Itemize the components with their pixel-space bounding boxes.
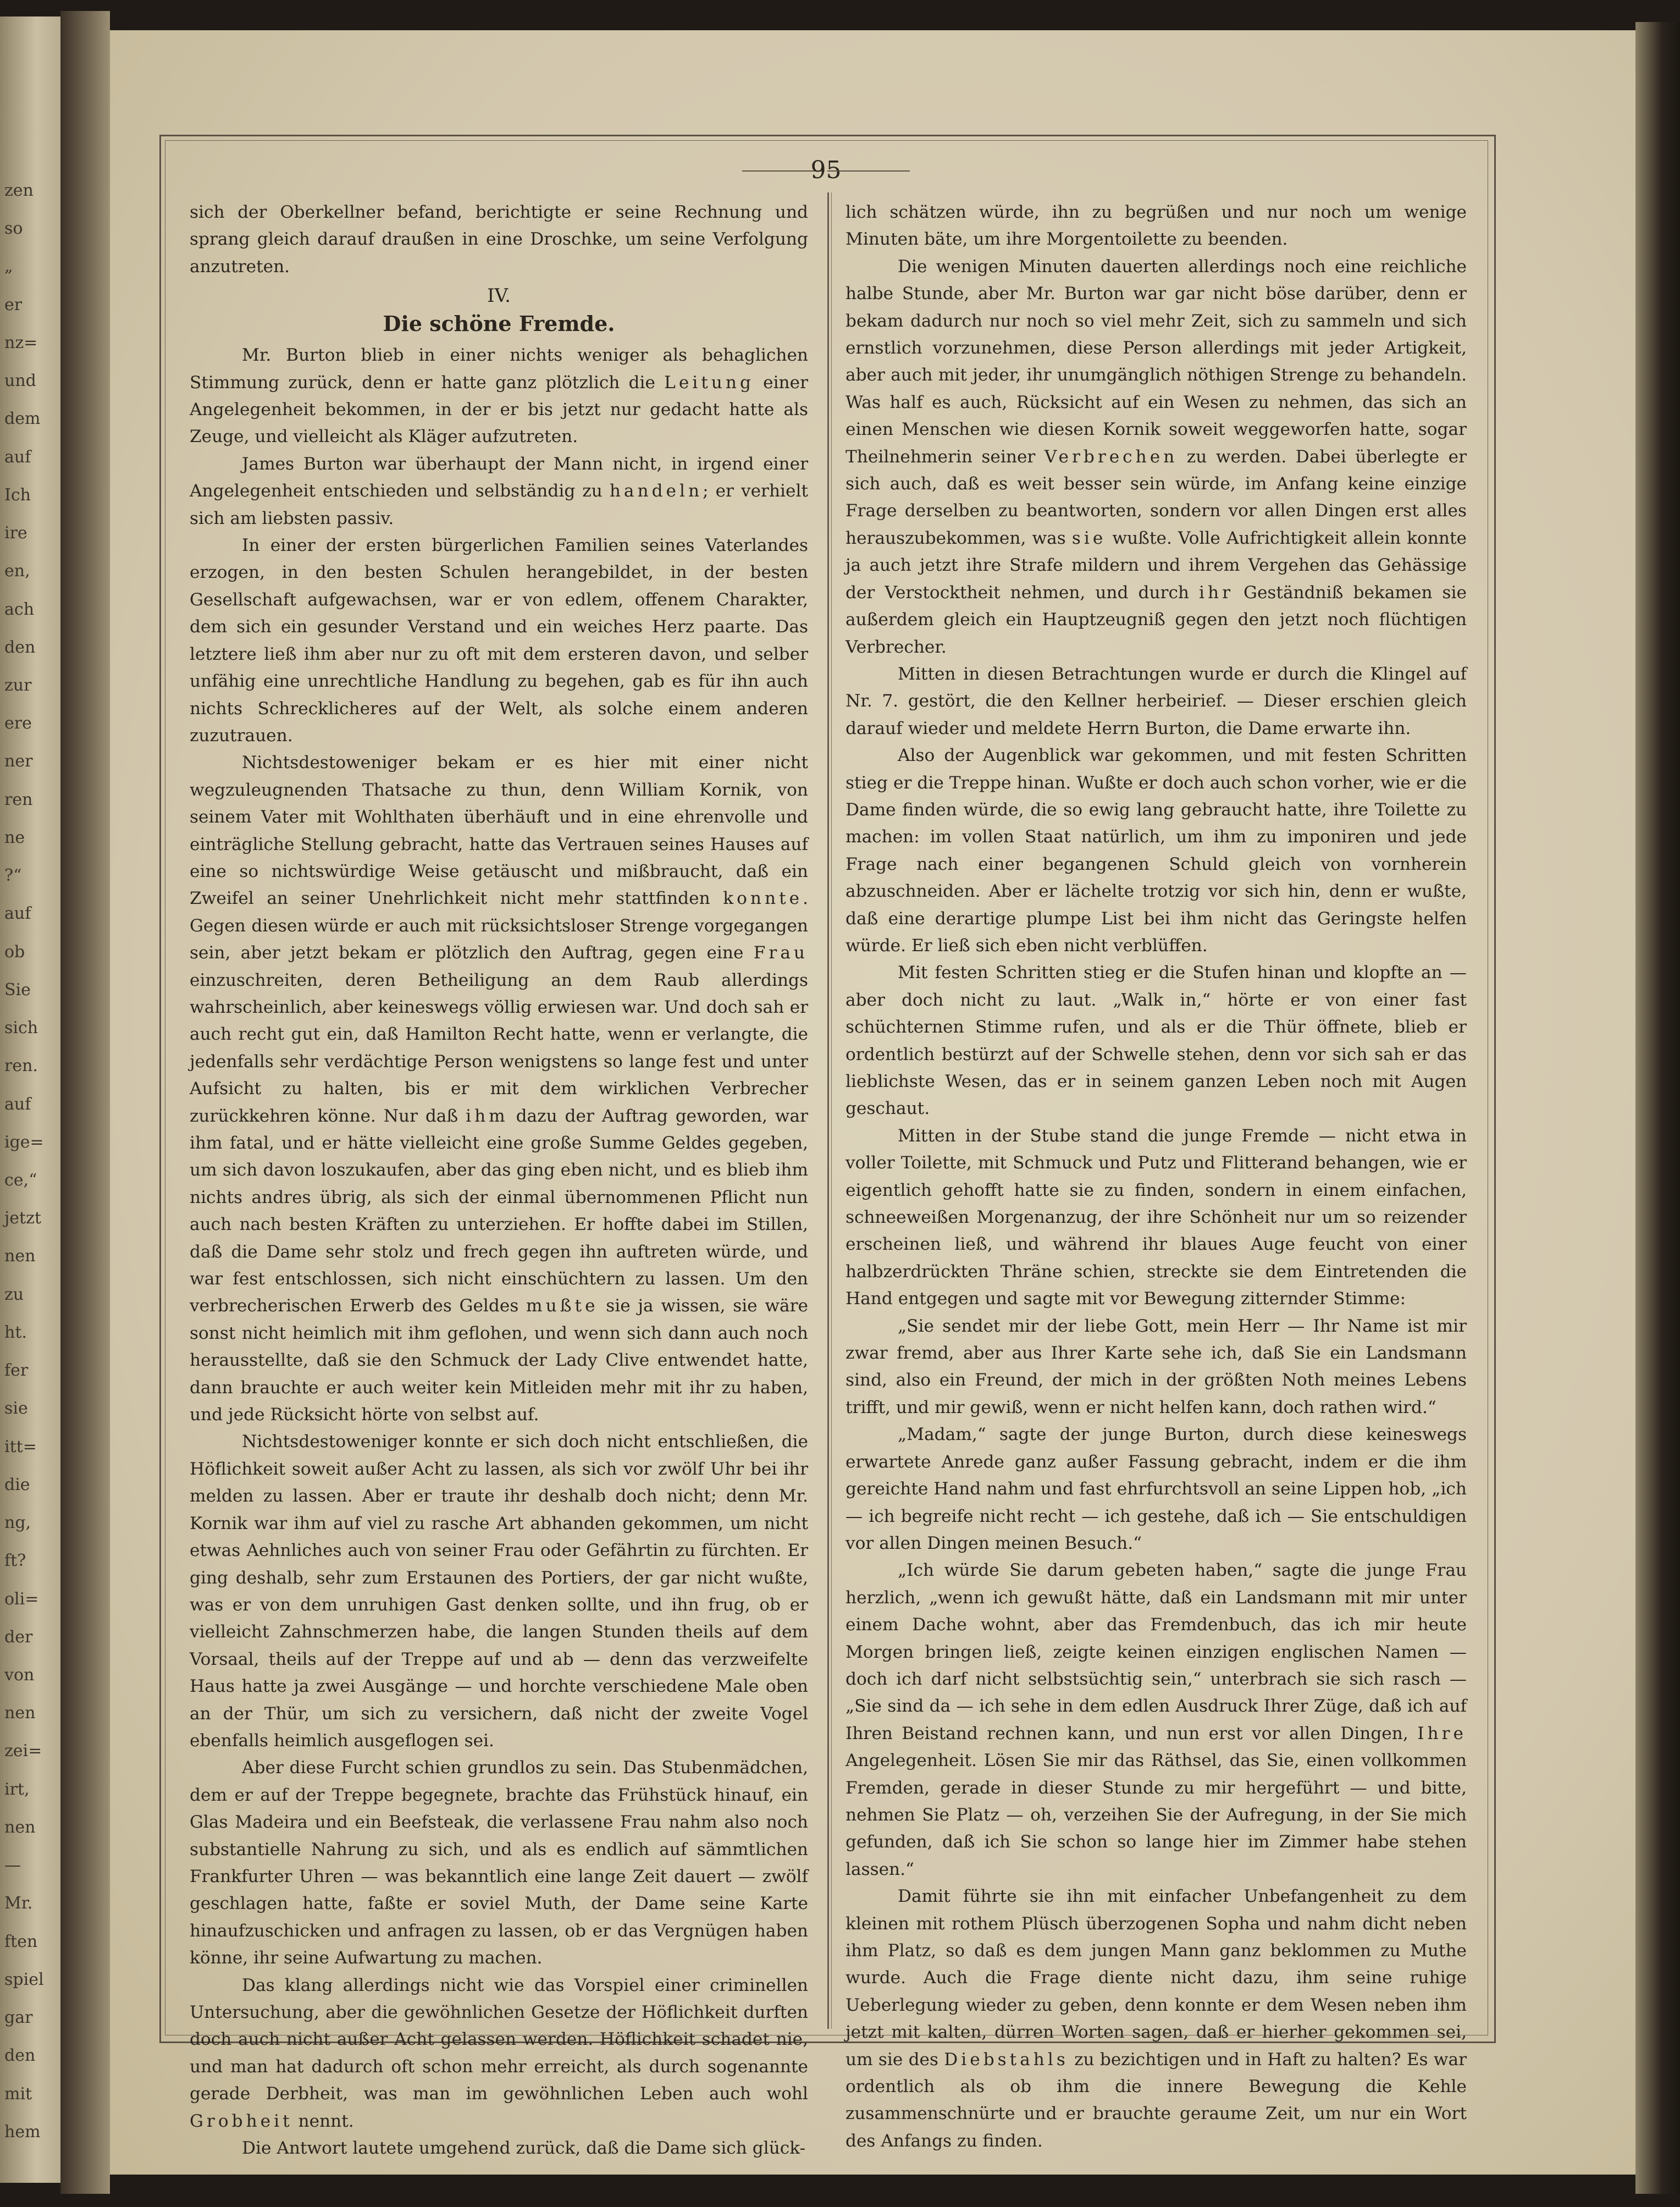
left-page-text-fragment: er — [4, 295, 23, 315]
left-page-text-fragment: ht. — [4, 1322, 27, 1342]
left-page-text-fragment: ren. — [4, 1056, 38, 1076]
left-page-text-fragment: auf — [4, 1094, 31, 1114]
dialogue-paragraph: „Madam,“ sagte der junge Burton, durch diese keineswegs erwartete Anrede ganz außer Fassung gebracht, indem er die ihm gereichte Hand nahm und fast ehrfurchtsvoll an seine Lippen hob, „ich — ich begreife nicht recht — ich gestehe, daß ich — Sie entschuldigen vor allen Dingen meinen Besuch.“ — [845, 1425, 1467, 1553]
left-page-text-fragment: zen — [4, 181, 34, 200]
page-header — [165, 154, 1487, 187]
left-page-text-fragment: so — [4, 219, 23, 239]
left-page-text-fragment: hem — [4, 2122, 41, 2142]
paragraph: Nichtsdestoweniger konnte er sich doch nicht entschließen, die Höflichkeit soweit außer Acht zu lassen, als sich vor zwölf Uhr bei ihr melden zu lassen. Aber er traute ihr deshalb doch nicht; denn Mr. Kornik war ihm auf viel zu rasche Art abhanden gekommen, um nicht etwas Aehnliches auch von seiner Frau oder Gefährtin zu fürchten. Er ging deshalb, sehr zum Erstaunen des Portiers, der gar nicht wußte, was er von dem unruhigen Gast denken sollte, und ihn frug, ob er vielleicht Zahnschmerzen habe, die langen Stunden theils auf dem Vorsaal, theils auf der Treppe auf und ab — denn das verzweifelte Haus hatte ja zwei Ausgänge — und horchte verschiedene Male oben an der Thür, um sich zu versichern, daß nicht der zweite Vogel ebenfalls heimlich ausgeflogen sei. — [190, 1432, 808, 1751]
column-divider — [827, 192, 829, 2029]
right-column — [845, 199, 1467, 2155]
left-page-text-fragment: ?“ — [4, 866, 22, 886]
left-column — [190, 199, 808, 2162]
paragraph: In einer der ersten bürgerlichen Familien seines Vaterlandes erzogen, in den besten Schulen herangebildet, in der besten Gesellschaft aufgewachsen, war er von edlem, offenem Charakter, dem sich ein gesunder Verstand und ein weiches Herz paarte. Das letztere ließ ihm aber nur zu oft mit dem ersteren davon, und selber unfähig eine unrechtliche Handlung zu begehen, gab es für ihn auch nichts Schrecklicheres auf der Welt, als solche einem anderen zuzutrauen. — [190, 536, 808, 746]
left-page-text-fragment: irt, — [4, 1779, 30, 1799]
paragraph: James Burton war überhaupt der Mann nicht, in irgend einer Angelegenheit entschieden und selbständig zu handeln; er verhielt sich am liebsten passiv. — [190, 454, 808, 528]
left-page-text-fragment: mit — [4, 2084, 32, 2104]
left-page-text-fragment: itt= — [4, 1437, 37, 1456]
left-page-text-fragment: jetzt — [4, 1209, 41, 1228]
left-page-text-fragment: nz= — [4, 333, 38, 352]
left-page-text-fragment: von — [4, 1665, 35, 1685]
left-page-text-fragment: nen — [4, 1817, 36, 1837]
paragraph: Nichtsdestoweniger bekam er es hier mit einer nicht wegzuleugnenden Thatsache zu thun, denn William Kornik, von seinem Vater mit Wohlthaten überhäuft und in eine ehrenvolle und einträgliche Stellung gebracht, hatte das Vertrauen seines Hauses auf eine so nichtswürdige Weise getäuscht und mißbraucht, daß ein Zweifel an seiner Unehrlichkeit nicht mehr stattfinden konnte. Gegen diesen würde er auch mit rücksichtsloser Strenge vorgegangen sein, aber jetzt bekam er plötzlich den Auftrag, gegen eine Frau einzuschreiten, deren Betheiligung an dem Raub allerdings wahrscheinlich, aber keineswegs völlig erwiesen war. Und doch sah er auch recht gut ein, daß Hamilton Recht hatte, wenn er verlangte, die jedenfalls sehr verdächtige Person wenigstens so lange fest und unter Aufsicht zu halten, bis er mit dem wirklichen Verbrecher zurückkehren könne. Nur daß ihm dazu der Auftrag geworden, war ihm fatal, und er hätte vielleicht eine große Summe Geldes gegeben, um sich davon loszukaufen, aber das ging eben nicht, und es blieb ihm nichts andres übrig, als sich der einmal übernommenen Pflicht nun auch nach besten Kräften zu unterziehen. Er hoffte dabei im Stillen, daß die Dame sehr stolz und frech gegen ihn auftreten würde, und war fest entschlossen, sich nicht einschüchtern zu lassen. Um den verbrecherischen Erwerb des Geldes mußte sie ja wissen, sie wäre sonst nicht heimlich mit ihm geflohen, und wenn sich dann auch noch herausstellte, daß sie den Schmuck der Lady Clive entwendet hatte, dann brauchte er auch weiter kein Mitleiden mehr mit ihr zu haben, und jede Rücksicht hörte von selbst auf. — [190, 753, 809, 1425]
left-page-text-fragment: nen — [4, 1246, 36, 1266]
left-page-text-fragment: ft? — [4, 1551, 26, 1571]
paragraph: Mitten in diesen Betrachtungen wurde er durch die Klingel auf Nr. 7. gestört, die den Kellner herbeirief. — Dieser erschien gleich darauf wieder und meldete Herrn Burton, die Dame erwarte ihn. — [845, 664, 1467, 738]
left-page-text-fragment: gar — [4, 2008, 33, 2028]
paragraph: Mit festen Schritten stieg er die Stufen hinan und klopfte an — aber doch nicht zu laut. „Walk in,“ hörte er von einer fast schüchternen Stimme rufen, und als er die Thür öffnete, blieb er ordentlich bestürzt auf der Schwelle stehen, denn vor sich sah er das lieblichste Wesen, das er in seinem ganzen Leben noch mit Augen geschaut. — [845, 963, 1467, 1119]
paragraph: Damit führte sie ihn mit einfacher Unbefangenheit zu dem kleinen mit rothem Plüsch überzogenen Sopha und nahm dicht neben ihm Platz, so daß es dem jungen Mann ganz beklommen zu Muthe wurde. Auch die Frage diente nicht dazu, ihm seine ruhige Ueberlegung wieder zu geben, denn konnte er dem Wesen neben ihm jetzt mit kalten, dürren Worten sagen, daß er hierher gekommen sei, um sie des Diebstahls zu bezichtigen und in Haft zu halten? Es war ordentlich als ob ihm die innere Bewegung die Kehle zusammenschnürte und er brauchte geraume Zeit, um nur ein Wort des Anfangs zu finden. — [845, 1886, 1467, 2151]
page-edge-shadow — [1635, 22, 1680, 2194]
left-page-text-fragment: Sie — [4, 980, 31, 1000]
left-page-text-fragment: ob — [4, 942, 25, 962]
left-page-text-fragment: fer — [4, 1361, 29, 1381]
left-page-text-fragment: die — [4, 1475, 30, 1494]
left-page-text-fragment: zei= — [4, 1741, 42, 1761]
left-page-text-fragment: — — [4, 1856, 21, 1875]
chapter-title: Die schöne Fremde. — [383, 311, 615, 336]
opening-paragraph: sich der Oberkellner befand, berichtigte er seine Rechnung und sprang gleich darauf draußen in eine Droschke, um seine Verfolgung anzutreten. — [190, 202, 808, 277]
paragraph: Das klang allerdings nicht wie das Vorspiel einer criminellen Untersuchung, aber die gewöhnlichen Gesetze der Höflichkeit durften doch auch nicht außer Acht gelassen werden. Höflichkeit schadet nie, und man hat dadurch oft schon mehr erreicht, als durch sogenannte gerade Derbheit, was man im gewöhnlichen Leben auch wohl Grobheit nennt. — [190, 1975, 808, 2131]
left-page-text-fragment: ere — [4, 714, 32, 733]
left-page-text-fragment: auf — [4, 447, 31, 467]
paragraph: Also der Augenblick war gekommen, und mit festen Schritten stieg er die Treppe hinan. Wußte er doch auch schon vorher, wie er die Dame finden würde, die so ewig lang gebraucht hatte, ihre Toilette zu machen: im vollen Staat natürlich, um ihm zu imponiren und jede Frage nach einer begangenen Schuld gleich von vornherein abzuschneiden. Aber er lächelte trotzig vor sich hin, denn er wußte, daß eine derartige plumpe List bei ihm nicht das Geringste helfen würde. Er ließ sich eben nicht verblüffen. — [845, 746, 1467, 956]
header-rule-right — [827, 170, 910, 172]
left-page-text-fragment: ner — [4, 752, 33, 771]
opening-paragraph: lich schätzen würde, ihn zu begrüßen und nur noch um wenige Minuten bäte, um ihre Morgentoilette zu beenden. — [845, 202, 1467, 250]
left-page-text-fragment: en, — [4, 561, 30, 581]
left-page-text-fragment: „ — [4, 257, 13, 277]
book-gutter — [60, 11, 110, 2194]
paragraph: Die wenigen Minuten dauerten allerdings noch eine reichliche halbe Stunde, aber Mr. Burton war gar nicht böse darüber, denn er bekam dadurch nur noch so viel mehr Zeit, sich zu sammeln und sich ernstlich vorzunehmen, diese Person allerdings mit jeder Artigkeit, aber auch mit jeder, ihr unumgänglich nöthigen Strenge zu behandeln. Was half es auch, Rücksicht auf ein Wesen zu nehmen, das sich an einen Menschen wie diesen Kornik soweit weggeworfen hatte, sogar Theilnehmerin seiner Verbrechen zu werden. Dabei überlegte er sich auch, daß es weit besser sein würde, im Anfang keine einzige Frage derselben zu beantworten, sondern vor allen Dingen erst alles herauszubekommen, was sie wußte. Volle Aufrichtigkeit allein konnte ja auch jetzt ihre Strafe mildern und ihrem Vergehen das Gehässige der Verstocktheit nehmen, und durch ihr Geständniß bekamen sie außerdem gleich ein Hauptzeugniß gegen den jetzt noch flüchtigen Verbrecher. — [845, 256, 1467, 657]
left-page-text-fragment: ften — [4, 1932, 38, 1951]
left-page-text-fragment: ige= — [4, 1132, 44, 1152]
left-page-text-fragment: auf — [4, 904, 31, 924]
dialogue-paragraph: „Ich würde Sie darum gebeten haben,“ sagte die junge Frau herzlich, „wenn ich gewußt hätte, daß ein Landsmann mit mir unter einem Dache wohnt, aber das Fremdenbuch, das ich mir heute Morgen bringen ließ, zeigte keinen einzigen englischen Namen — doch ich darf nicht selbstsüchtig sein,“ unterbrach sie sich rasch — „Sie sind da — ich sehe in dem edlen Ausdruck Ihrer Züge, daß ich auf Ihren Beistand rechnen kann, und nun erst vor allen Dingen, Ihre Angelegenheit. Lösen Sie mir das Räthsel, das Sie, einen vollkommen Fremden, gerade in dieser Stunde zu mir hergeführt — und bitte, nehmen Sie Platz — oh, verzeihen Sie der Aufregung, in der Sie mich gefunden, daß ich Sie schon so lange hier im Zimmer habe stehen lassen.“ — [845, 1560, 1467, 1879]
left-page-text-fragment: ren — [4, 790, 33, 809]
left-page-text-fragment: ire — [4, 523, 27, 543]
paragraph: Die Antwort lautete umgehend zurück, daß die Dame sich glück- — [242, 2138, 806, 2159]
page-number: 95 — [810, 156, 842, 184]
left-page-text-fragment: den — [4, 2046, 36, 2066]
left-page-text-fragment: ach — [4, 599, 35, 619]
left-page-text-fragment: oli= — [4, 1589, 39, 1609]
left-page-text-fragment: der — [4, 1627, 33, 1647]
adjacent-left-page — [0, 16, 60, 2183]
chapter-number: IV. — [487, 285, 511, 307]
left-page-text-fragment: den — [4, 637, 36, 657]
left-page-text-fragment: ce,“ — [4, 1171, 37, 1190]
left-page-text-fragment: zu — [4, 1284, 24, 1304]
paragraph: Mitten in der Stube stand die junge Fremde — nicht etwa in voller Toilette, mit Schmuck und Putz und Flitterand behangen, wie er eigentlich gehofft hatte sie zu finden, sondern in einem einfachen, schneeweißen Morgenanzug, der ihre Schönheit nur um so reizender erscheinen ließ, und während ihr blaues Auge feucht von einer halbzerdrückten Thräne schien, streckte sie dem Eintretenden die Hand entgegen und sagte mit vor Bewegung zitternder Stimme: — [845, 1125, 1467, 1309]
left-page-text-fragment: ne — [4, 827, 25, 847]
left-page-text-fragment: sich — [4, 1018, 38, 1038]
left-page-text-fragment: dem — [4, 409, 41, 429]
left-page-text-fragment: und — [4, 371, 36, 391]
left-page-text-fragment: nen — [4, 1703, 36, 1723]
column-divider-fine — [831, 192, 832, 2029]
left-page-text-fragment: spiel — [4, 1969, 44, 1989]
left-page-text-fragment: Ich — [4, 485, 31, 505]
left-page-text-fragment: Mr. — [4, 1894, 33, 1913]
left-page-text-fragment: sie — [4, 1399, 28, 1419]
left-page-text-fragment: ng, — [4, 1513, 31, 1533]
paragraph: Aber diese Furcht schien grundlos zu sein. Das Stubenmädchen, dem er auf der Treppe begegnete, brachte das Frühstück hinauf, ein Glas Madeira und ein Beefsteak, die verlassene Frau nahm also noch substantielle Nahrung zu sich, und als es endlich auf sämmtlichen Frankfurter Uhren — was bekanntlich eine lange Zeit dauert — zwölf geschlagen hatte, faßte er soviel Muth, der Dame seine Karte hinaufzuschicken und anfragen zu lassen, ob er das Vergnügen haben könne, ihr seine Aufwartung zu machen. — [190, 1758, 808, 1968]
left-page-text-fragment: zur — [4, 676, 32, 695]
paragraph: Mr. Burton blieb in einer nichts weniger als behaglichen Stimmung zurück, denn er hatte ganz plötzlich die Leitung einer Angelegenheit bekommen, in der er bis jetzt nur gedacht hatte als Zeuge, und vielleicht als Kläger aufzutreten. — [190, 345, 808, 447]
dialogue-paragraph: „Sie sendet mir der liebe Gott, mein Herr — Ihr Name ist mir zwar fremd, aber aus Ihrer Karte sehe ich, daß Sie ein Landsmann sind, also ein Freund, der mich in der größten Noth meines Lebens trifft, und mir gewiß, wenn er nicht helfen kann, doch rathen wird.“ — [845, 1316, 1467, 1417]
